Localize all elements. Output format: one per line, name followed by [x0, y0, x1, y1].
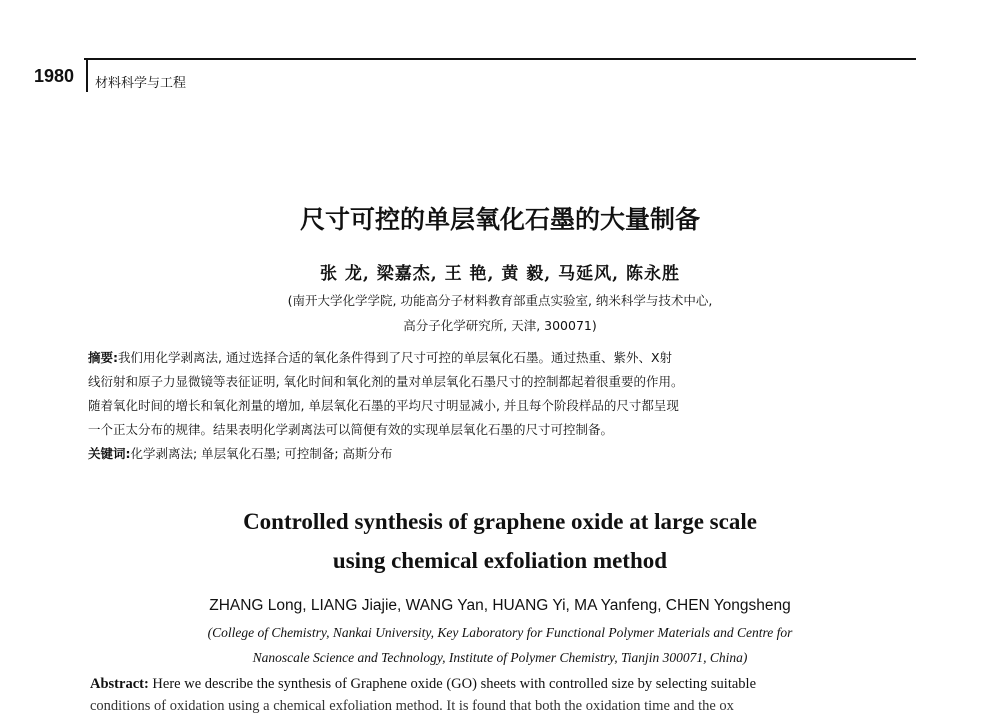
keywords-label-chinese: 关键词: — [88, 446, 131, 461]
abstract-chinese-line: 摘要:我们用化学剥离法, 通过选择合适的氧化条件得到了尺寸可控的单层氧化石墨。通过热重、紫外、X射 — [88, 350, 673, 365]
abstract-chinese-line: 一个正太分布的规律。结果表明化学剥离法可以简便有效的实现单层氧化石墨的尺寸可控制备。 — [88, 422, 614, 437]
header-divider — [86, 58, 88, 92]
affiliation-english-line-1: (College of Chemistry, Nankai University, Key Laboratory for Functional Polymer Materials and Centre for — [207, 625, 793, 640]
affiliation-chinese-line-2: 高分子化学研究所, 天津, 300071) — [403, 318, 597, 333]
abstract-chinese-line: 线衍射和原子力显微镜等表征证明, 氧化时间和氧化剂的量对单层氧化石墨尺寸的控制都起着很重要的作用。 — [88, 374, 684, 389]
title-chinese: 尺寸可控的单层氧化石墨的大量制备 — [299, 205, 700, 234]
authors-chinese: 张 龙, 梁嘉杰, 王 艳, 黄 毅, 马延风, 陈永胜 — [320, 264, 680, 284]
abstract-english-line-2-cutoff: conditions of oxidation using a chemical exfoliation method. It is found that both the oxidation time and the ox — [90, 698, 734, 714]
abstract-chinese — [88, 346, 916, 466]
title-english-line-2: using chemical exfoliation method — [332, 548, 668, 573]
abstract-label-english: Abstract: — [90, 676, 149, 692]
title-english-line-1: Controlled synthesis of graphene oxide at large scale — [243, 509, 757, 534]
page-number: 1980 — [34, 66, 75, 86]
abstract-label-chinese: 摘要: — [88, 350, 118, 365]
affiliation-chinese-line-1: (南开大学化学学院, 功能高分子材料教育部重点实验室, 纳米科学与技术中心, — [287, 293, 713, 308]
abstract-english-line-1: Abstract: Here we describe the synthesis of Graphene oxide (GO) sheets with controlled size by selecting suitable — [90, 676, 756, 692]
abstract-chinese-line: 随着氧化时间的增长和氧化剂量的增加, 单层氧化石墨的平均尺寸明显减小, 并且每个阶段样品的尺寸都呈现 — [88, 398, 679, 413]
authors-english: ZHANG Long, LIANG Jiajie, WANG Yan, HUANG Yi, MA Yanfeng, CHEN Yongsheng — [209, 597, 791, 614]
journal-name: 材料科学与工程 — [95, 76, 187, 91]
keywords-chinese: 关键词:化学剥离法; 单层氧化石墨; 可控制备; 高斯分布 — [88, 446, 393, 461]
affiliation-english-line-2: Nanoscale Science and Technology, Institute of Polymer Chemistry, Tianjin 300071, China) — [252, 650, 748, 665]
header-rule — [84, 58, 916, 60]
